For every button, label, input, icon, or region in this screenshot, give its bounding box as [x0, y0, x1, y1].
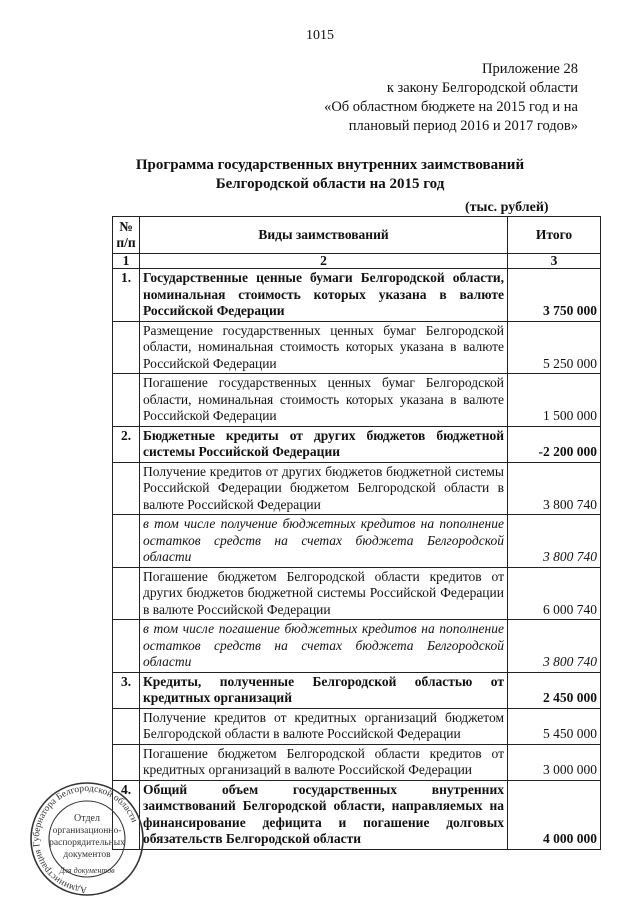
row-total: 2 450 000: [508, 672, 601, 708]
stamp-center-line: Отдел: [74, 813, 100, 824]
index-cell: 3: [508, 254, 601, 269]
stamp-ring-path: Администрация Губернатора Белгородской области: [31, 783, 139, 895]
row-num: [113, 567, 140, 620]
row-kind: Кредиты, полученные Белгородской областью от кредитных организаций: [140, 672, 508, 708]
row-total: 4 000 000: [508, 780, 601, 849]
table-row: [113, 321, 601, 374]
row-total: 1 500 000: [508, 374, 601, 427]
row-kind: Получение кредитов от других бюджетов бюджетной системы Российской Федерации бюджетом Белгородской области в валюте Российской Федерации: [140, 462, 508, 515]
row-num: 3.: [113, 672, 140, 708]
table-header-row: [113, 217, 601, 254]
table-row: [113, 620, 601, 673]
title-line: Белгородской области на 2015 год: [215, 176, 445, 192]
appendix-line: плановый период 2016 и 2017 годов»: [348, 118, 578, 134]
title-line: Программа государственных внутренних заимствований: [135, 157, 525, 173]
document-title: [100, 156, 560, 194]
row-num: [113, 515, 140, 568]
row-num: [113, 462, 140, 515]
header-num: № п/п: [113, 217, 140, 254]
table-row: [113, 567, 601, 620]
table-row: [113, 462, 601, 515]
appendix-line: к закону Белгородской области: [386, 80, 578, 96]
row-total: 3 800 740: [508, 515, 601, 568]
row-total: 3 800 740: [508, 462, 601, 515]
appendix-line: Приложение 28: [482, 61, 578, 77]
row-kind: Бюджетные кредиты от других бюджетов бюджетной системы Российской Федерации: [140, 426, 508, 462]
stamp-bottom-text: Для документов: [59, 866, 115, 875]
row-num: [113, 708, 140, 744]
index-cell: 1: [113, 254, 140, 269]
header-total: Итого: [508, 217, 601, 254]
row-num: [113, 744, 140, 780]
stamp-graphic: [20, 782, 154, 900]
page-number: 1015: [306, 28, 334, 43]
header-kind: Виды заимствований: [140, 217, 508, 254]
table-row: [113, 269, 601, 322]
row-total: 5 250 000: [508, 321, 601, 374]
official-stamp: [20, 782, 154, 900]
appendix-note: [278, 60, 578, 136]
borrowings-table: [112, 216, 601, 850]
row-total: -2 200 000: [508, 426, 601, 462]
row-kind: Погашение государственных ценных бумаг Белгородской области, номинальная стоимость которых указана в валюте Российской Федерации: [140, 374, 508, 427]
table-row: [113, 708, 601, 744]
appendix-line: «Об областном бюджете на 2015 год и на: [324, 99, 578, 115]
row-kind: Общий объем государственных внутренних заимствований Белгородской области, направляемых на финансирование дефицита и погашение долговых обязательств Белгородской области: [140, 780, 508, 849]
table-row: [113, 780, 601, 849]
table-row: [113, 672, 601, 708]
row-total: 5 450 000: [508, 708, 601, 744]
row-kind: Размещение государственных ценных бумаг Белгородской области, номинальная стоимость которых указана в валюте Российской Федерации: [140, 321, 508, 374]
row-total: 3 750 000: [508, 269, 601, 322]
row-kind: Погашение бюджетом Белгородской области кредитов от кредитных организаций в валюте Российской Федерации: [140, 744, 508, 780]
row-total: 3 000 000: [508, 744, 601, 780]
row-kind: Государственные ценные бумаги Белгородской области, номинальная стоимость которых указана в валюте Российской Федерации: [140, 269, 508, 322]
units-label: (тыс. рублей): [465, 200, 549, 215]
row-num: [113, 374, 140, 427]
stamp-center-line: организационно-: [52, 826, 122, 836]
row-kind: Погашение бюджетом Белгородской области кредитов от других бюджетов бюджетной системы Российской Федерации в валюте Российской Федерации: [140, 567, 508, 620]
table-row: [113, 426, 601, 462]
row-total: 6 000 740: [508, 567, 601, 620]
row-num: 1.: [113, 269, 140, 322]
row-total: 3 800 740: [508, 620, 601, 673]
row-num: 4.: [113, 780, 140, 849]
row-num: [113, 321, 140, 374]
row-num: 2.: [113, 426, 140, 462]
table-row: [113, 744, 601, 780]
table-index-row: [113, 254, 601, 269]
row-kind: в том числе погашение бюджетных кредитов на пополнение остатков средств на счетах бюджета Белгородской области: [140, 620, 508, 673]
stamp-center-line: документов: [63, 850, 111, 860]
row-kind: Получение кредитов от кредитных организаций бюджетом Белгородской области в валюте Российской Федерации: [140, 708, 508, 744]
index-cell: 2: [140, 254, 508, 269]
table-row: [113, 374, 601, 427]
row-kind: в том числе получение бюджетных кредитов на пополнение остатков средств на счетах бюджета Белгородской области: [140, 515, 508, 568]
table-row: [113, 515, 601, 568]
stamp-center-line: распорядительных: [49, 838, 125, 848]
row-num: [113, 620, 140, 673]
